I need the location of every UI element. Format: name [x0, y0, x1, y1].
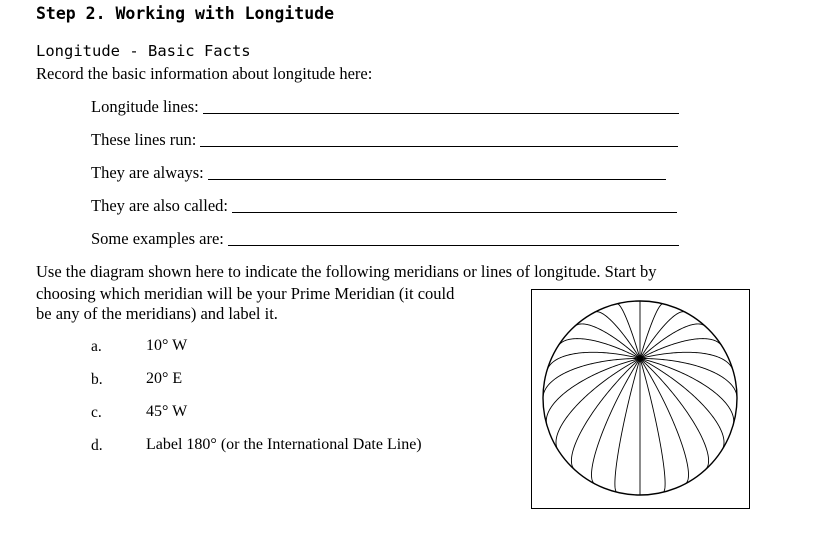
globe-diagram — [531, 289, 750, 509]
diagram-instruction-line3: be any of the meridians) and label it. — [36, 304, 278, 323]
meridian-line[interactable] — [595, 312, 640, 359]
item-a-text: 10° W — [146, 337, 188, 354]
globe-meridians-figure[interactable] — [532, 290, 749, 508]
longitude-lines-field — [91, 95, 679, 117]
meridian-line[interactable] — [640, 358, 665, 492]
answer-blank[interactable] — [200, 146, 678, 147]
always-field — [91, 161, 666, 183]
meridian-line[interactable] — [543, 358, 640, 398]
meridian-line[interactable] — [640, 352, 733, 371]
meridian-line[interactable] — [640, 358, 737, 398]
meridian-line[interactable] — [546, 358, 640, 425]
field-label: They are always: — [91, 163, 204, 182]
meridian-line[interactable] — [547, 352, 640, 371]
also-called-field — [91, 194, 677, 216]
item-c-letter: c. — [91, 404, 102, 421]
meridian-line[interactable] — [640, 312, 685, 359]
field-label: They are also called: — [91, 196, 228, 215]
diagram-instruction-line2: choosing which meridian will be your Prime Meridian (it could — [36, 284, 455, 303]
examples-field — [91, 227, 679, 249]
answer-blank[interactable] — [203, 113, 679, 114]
field-label: Longitude lines: — [91, 97, 199, 116]
field-label: Some examples are: — [91, 229, 224, 248]
item-c-text: 45° W — [146, 403, 188, 420]
answer-blank[interactable] — [228, 245, 679, 246]
step-title: Step 2. Working with Longitude — [36, 4, 335, 23]
diagram-instruction-line1: Use the diagram shown here to indicate the following meridians or lines of longitude. Start by — [36, 262, 657, 281]
meridian-line[interactable] — [640, 358, 734, 425]
item-d-letter: d. — [91, 437, 103, 454]
section-instruction: Record the basic information about longitude here: — [36, 64, 373, 83]
section-heading: Longitude - Basic Facts — [36, 42, 251, 60]
meridian-line[interactable] — [615, 358, 640, 492]
item-a-letter: a. — [91, 338, 102, 355]
field-label: These lines run: — [91, 130, 197, 149]
meridian-line[interactable] — [592, 358, 641, 483]
answer-blank[interactable] — [208, 179, 666, 180]
lines-run-field — [91, 128, 678, 150]
meridian-line[interactable] — [640, 358, 689, 483]
item-b-letter: b. — [91, 371, 103, 388]
item-d-text: Label 180° (or the International Date Line) — [146, 436, 422, 453]
item-b-text: 20° E — [146, 370, 183, 387]
meridian-line[interactable] — [556, 358, 640, 450]
meridian-line[interactable] — [640, 358, 724, 450]
answer-blank[interactable] — [232, 212, 677, 213]
